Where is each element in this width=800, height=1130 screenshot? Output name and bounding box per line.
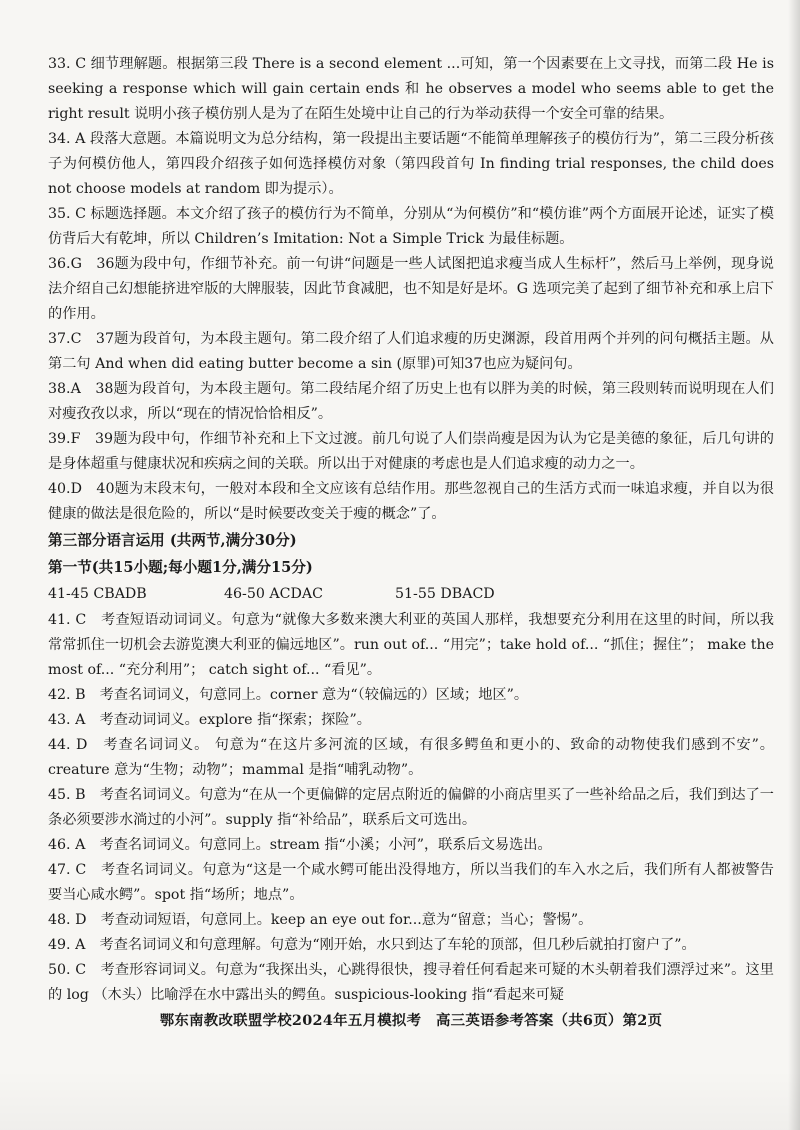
answer-35: 35. C 标题选择题。本文介绍了孩子的模仿行为不简单，分别从“为何模仿”和“模仿谁”两个方面展开论述，证实了模仿背后大有乾坤，所以 Children’s Imitation: Not a Simple Trick 为最佳标题。	[48, 206, 774, 247]
explanation-50: 50. C 考查形容词词义。句意为“我探出头，心跳得很快，搜寻着任何看起来可疑的木头朝着我们漂浮过来”。这里的 log （木头）比喻浮在水中露出头的鳄鱼。suspicious-looking 指“看起来可疑	[48, 962, 774, 1003]
page-edge-shadow	[788, 0, 800, 1130]
page-bottom-shade	[0, 1070, 800, 1130]
answer-33: 33. C 细节理解题。根据第三段 There is a second element ...可知，第一个因素要在上文寻找，而第二段 He is seeking a response which will gain certain ends 和 he observes a model who seems able to get the right result 说明小孩子模仿别人是为了在陌生处境中让自己的行为举动获得一个安全可靠的结果。	[48, 56, 774, 122]
answer-36: 36.G 36题为段中句，作细节补充。前一句讲“问题是一些人试图把追求瘦当成人生标杆”，然后马上举例，现身说法介绍自己幻想能挤进窄版的大牌服装，因此节食减肥，也不知是好是坏。G 选项完美了起到了细节补充和承上启下的作用。	[48, 256, 774, 322]
explanation-46: 46. A 考查名词词义。句意同上。stream 指“小溪；小河”，联系后文易选出。	[48, 837, 552, 853]
explanation-47: 47. C 考查名词词义。句意为“这是一个咸水鳄可能出没得地方，所以当我们的车入水之后，我们所有人都被警告要当心咸水鳄”。spot 指“场所；地点”。	[48, 862, 774, 903]
answer-38: 38.A 38题为段首句，为本段主题句。第二段结尾介绍了历史上也有以胖为美的时候，第三段则转而说明现在人们对瘦孜孜以求，所以“现在的情况恰恰相反”。	[48, 381, 774, 422]
part3-heading: 第三部分语言运用 (共两节,满分30分)	[48, 532, 297, 549]
answers-51-55: 51-55 DBACD	[395, 586, 495, 602]
explanation-42: 42. B 考查名词词义，句意同上。corner 意为“（较偏远的）区域；地区”。	[48, 687, 529, 703]
section1-heading: 第一节(共15小题;每小题1分,满分15分)	[48, 559, 313, 576]
explanation-45: 45. B 考查名词词义。句意为“在从一个更偏僻的定居点附近的偏僻的小商店里买了一些补给品之后，我们到达了一条必须要涉水淌过的小河”。supply 指“补给品”，联系后文可选出。	[48, 787, 774, 828]
answer-37: 37.C 37题为段首句，为本段主题句。第二段介绍了人们追求瘦的历史渊源，段首用两个并列的问句概括主题。从第二句 And when did eating butter become a sin (原罪)可知37也应为疑问句。	[48, 331, 774, 372]
answer-34: 34. A 段落大意题。本篇说明文为总分结构，第一段提出主要话题“不能简单理解孩子的模仿行为”，第二三段分析孩子为何模仿他人，第四段介绍孩子如何选择模仿对象（第四段首句 In finding trial responses, the child does not choose models at random 即为提示）。	[48, 131, 774, 197]
answer-39: 39.F 39题为段中句，作细节补充和上下文过渡。前几句说了人们崇尚瘦是因为认为它是美德的象征，后几句讲的是身体超重与健康状况和疾病之间的关联。所以出于对健康的考虑也是人们追求瘦的动力之一。	[48, 431, 774, 472]
explanation-41: 41. C 考查短语动词词义。句意为“就像大多数来澳大利亚的英国人那样，我想要充分利用在这里的时间，所以我常常抓住一切机会去游览澳大利亚的偏远地区”。run out of... “用完”；take hold of... “抓住；握住”； make the most of... “充分利用”； catch sight of... “看见”。	[48, 612, 774, 678]
explanation-43: 43. A 考查动词词义。explore 指“探索；探险”。	[48, 712, 371, 728]
answers-41-45: 41-45 CBADB	[48, 586, 147, 602]
explanation-48: 48. D 考查动词短语，句意同上。keep an eye out for...意为“留意；当心；警惕”。	[48, 912, 593, 928]
answers-46-50: 46-50 ACDAC	[224, 586, 323, 602]
explanation-44: 44. D 考查名词词义。 句意为“在这片多河流的区域，有很多鳄鱼和更小的、致命的动物使我们感到不安”。creature 意为“生物；动物”；mammal 是指“哺乳动物”。	[48, 737, 774, 778]
explanation-49: 49. A 考查名词词义和句意理解。句意为“刚开始，水只到达了车轮的顶部，但几秒后就拍打窗户了”。	[48, 937, 696, 953]
answer-summary-row	[48, 581, 774, 608]
answer-40: 40.D 40题为末段末句，一般对本段和全文应该有总结作用。那些忽视自己的生活方式而一味追求瘦，并自以为很健康的做法是很危险的，所以“是时候要改变关于瘦的概念”了。	[48, 481, 774, 522]
page-footer: 鄂东南教改联盟学校2024年五月模拟考 高三英语参考答案（共6页）第2页	[159, 1012, 663, 1029]
